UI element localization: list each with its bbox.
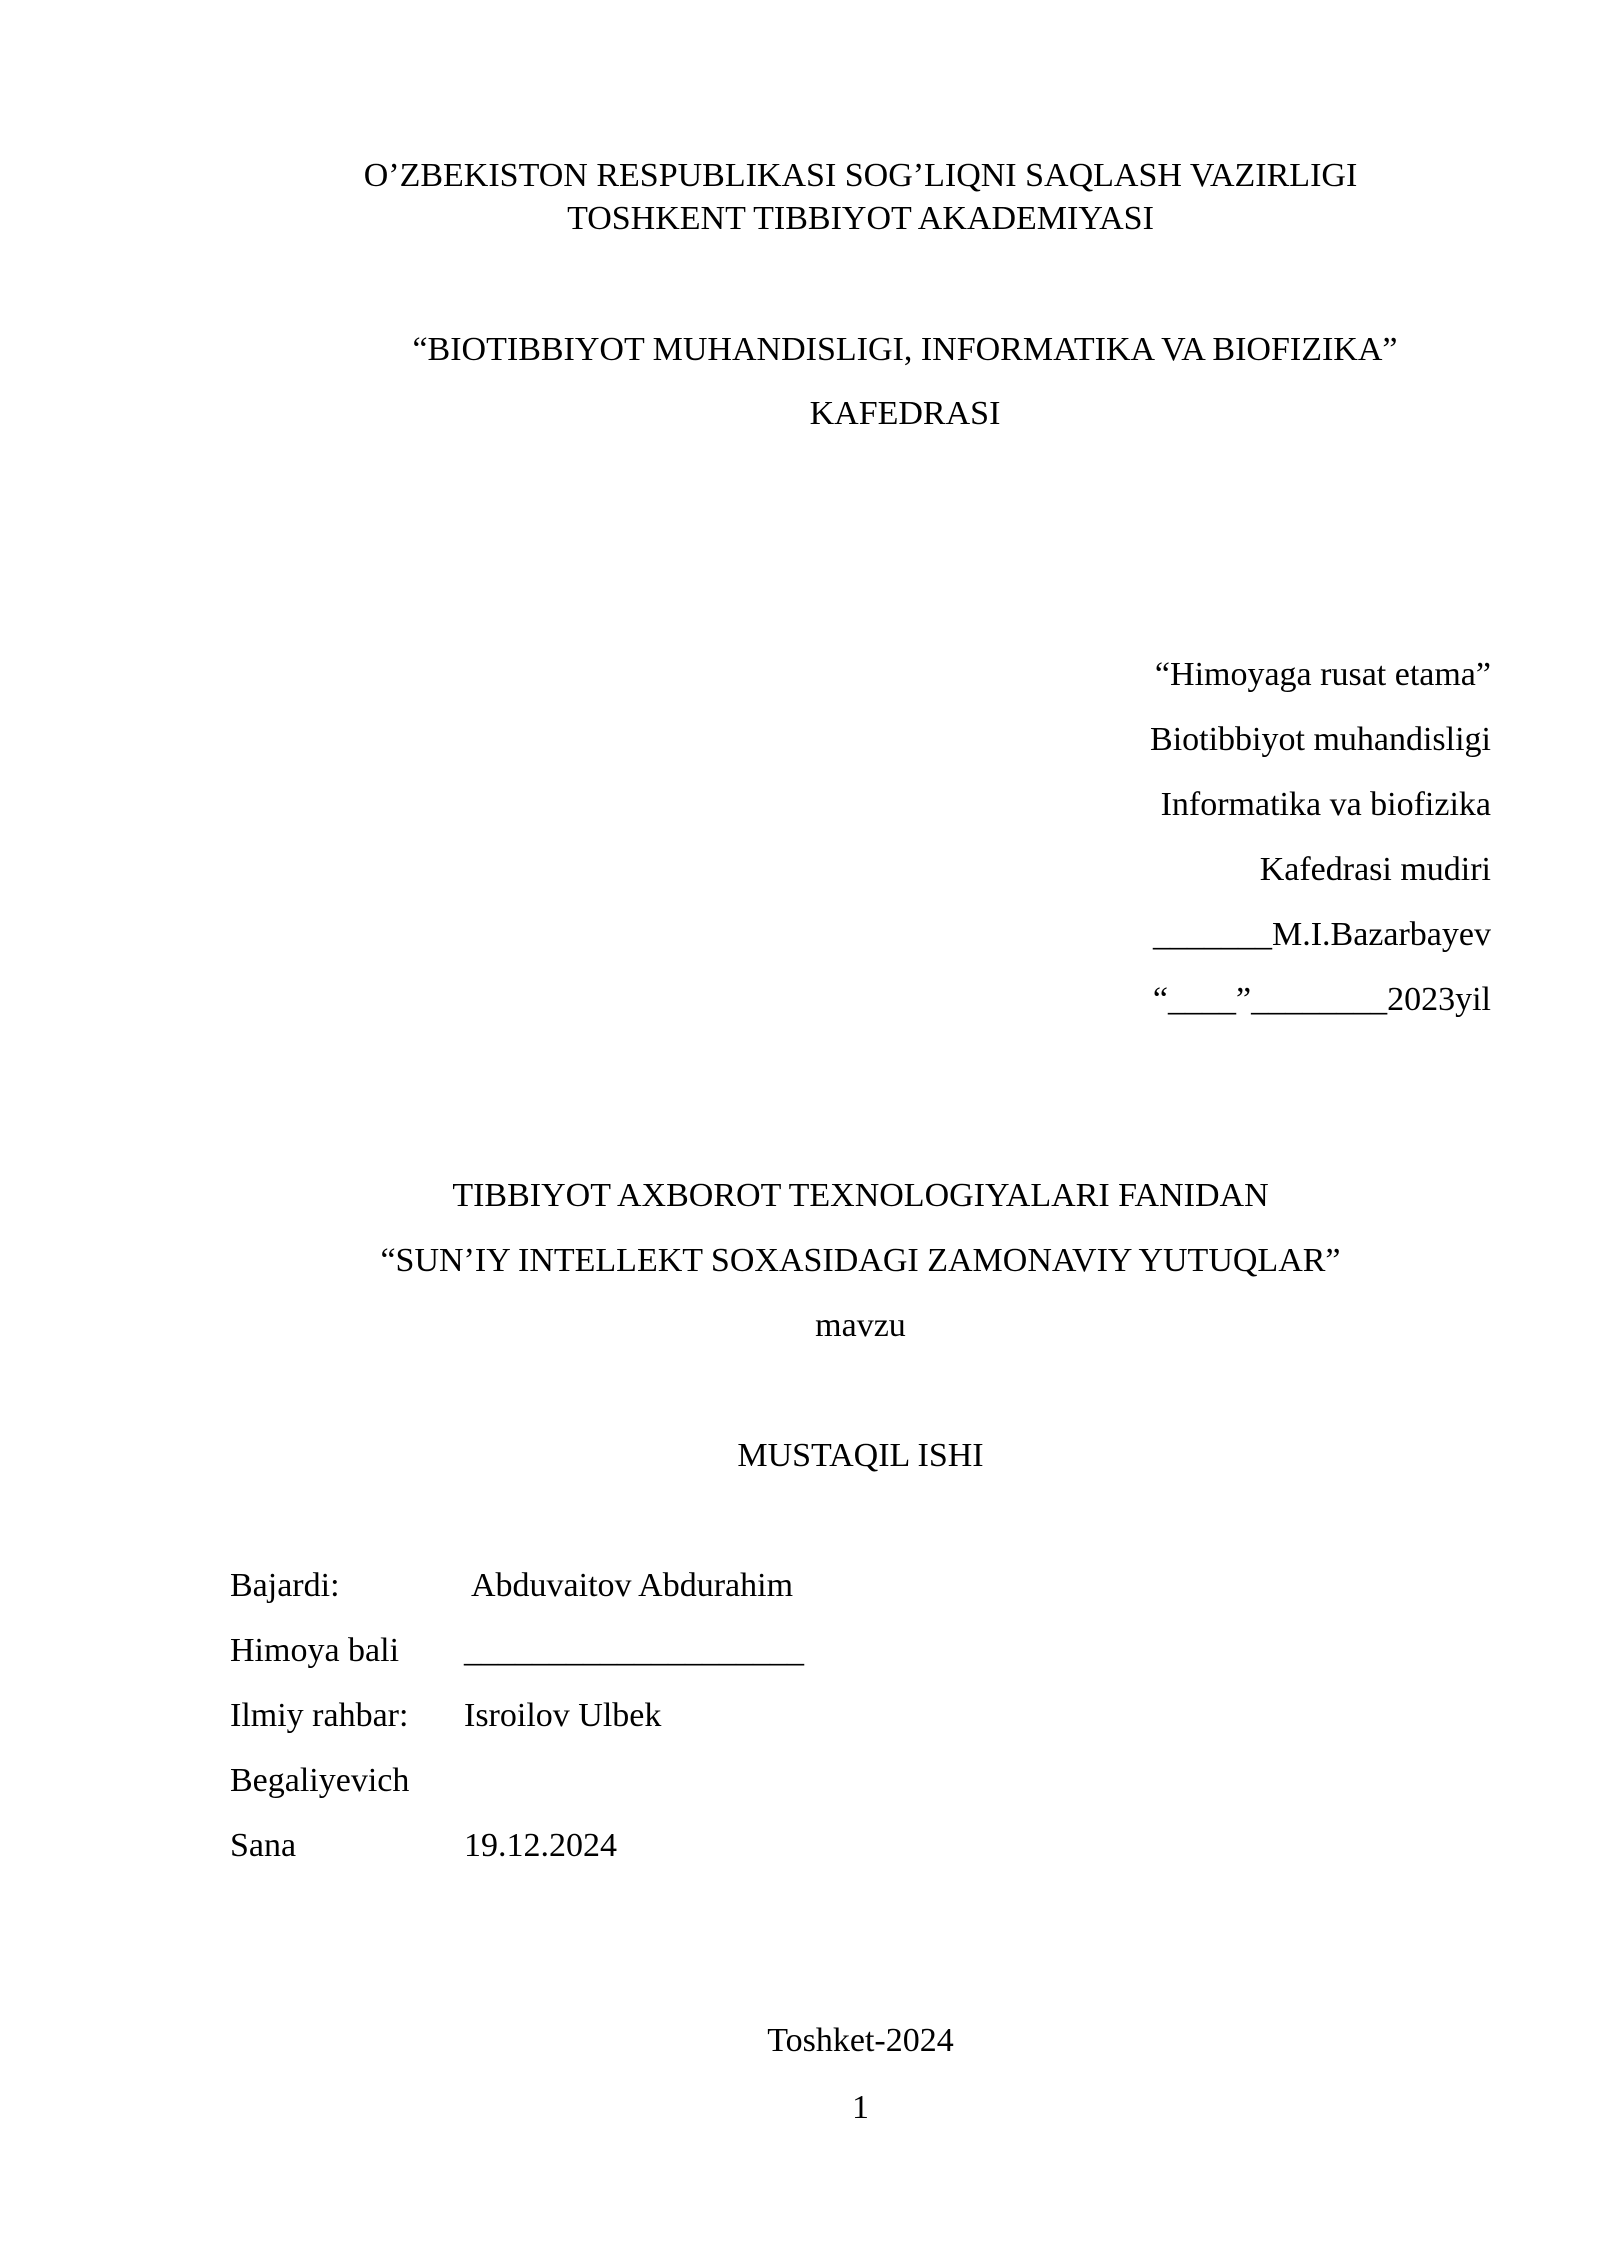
page-number: 1 xyxy=(852,2089,869,2126)
supervisor-label: Ilmiy rahbar: xyxy=(230,1697,409,1734)
department-name: “BIOTIBBIYOT MUHANDISLIGI, INFORMATIKA VA BIOFIZIKA” xyxy=(412,331,1398,368)
ministry-heading: O’ZBEKISTON RESPUBLIKASI SOG’LIQNI SAQLASH VAZIRLIGI xyxy=(363,157,1358,194)
performer-value: Abduvaitov Abdurahim xyxy=(471,1567,794,1604)
supervisor-value: Isroilov Ulbek xyxy=(464,1697,662,1734)
grade-value: ____________________ xyxy=(464,1632,804,1669)
approval-line-3: Informatika va biofizika xyxy=(1160,786,1491,823)
subject-title: TIBBIYOT AXBOROT TEXNOLOGIYALARI FANIDAN xyxy=(452,1177,1269,1214)
work-type-title: MUSTAQIL ISHI xyxy=(737,1437,984,1474)
grade-label: Himoya bali xyxy=(230,1632,400,1669)
topic-title: “SUN’IY INTELLEKT SOXASIDAGI ZAMONAVIY YUTUQLAR” xyxy=(380,1242,1341,1279)
supervisor-continuation: Begaliyevich xyxy=(230,1762,410,1799)
performer-label: Bajardi: xyxy=(230,1567,340,1604)
topic-word: mavzu xyxy=(815,1307,906,1344)
department-word: KAFEDRASI xyxy=(809,395,1001,432)
academy-heading: TOSHKENT TIBBIYOT AKADEMIYASI xyxy=(567,200,1154,237)
approval-line-1: “Himoyaga rusat etama” xyxy=(1154,656,1491,693)
approval-signature-line: _______M.I.Bazarbayev xyxy=(1152,916,1491,953)
approval-date-line: “____”________2023yil xyxy=(1152,981,1491,1018)
approval-line-2: Biotibbiyot muhandisligi xyxy=(1150,721,1491,758)
approval-line-4: Kafedrasi mudiri xyxy=(1259,851,1491,888)
date-label: Sana xyxy=(230,1827,297,1864)
date-value: 19.12.2024 xyxy=(464,1827,617,1864)
city-year: Toshket-2024 xyxy=(767,2022,954,2059)
